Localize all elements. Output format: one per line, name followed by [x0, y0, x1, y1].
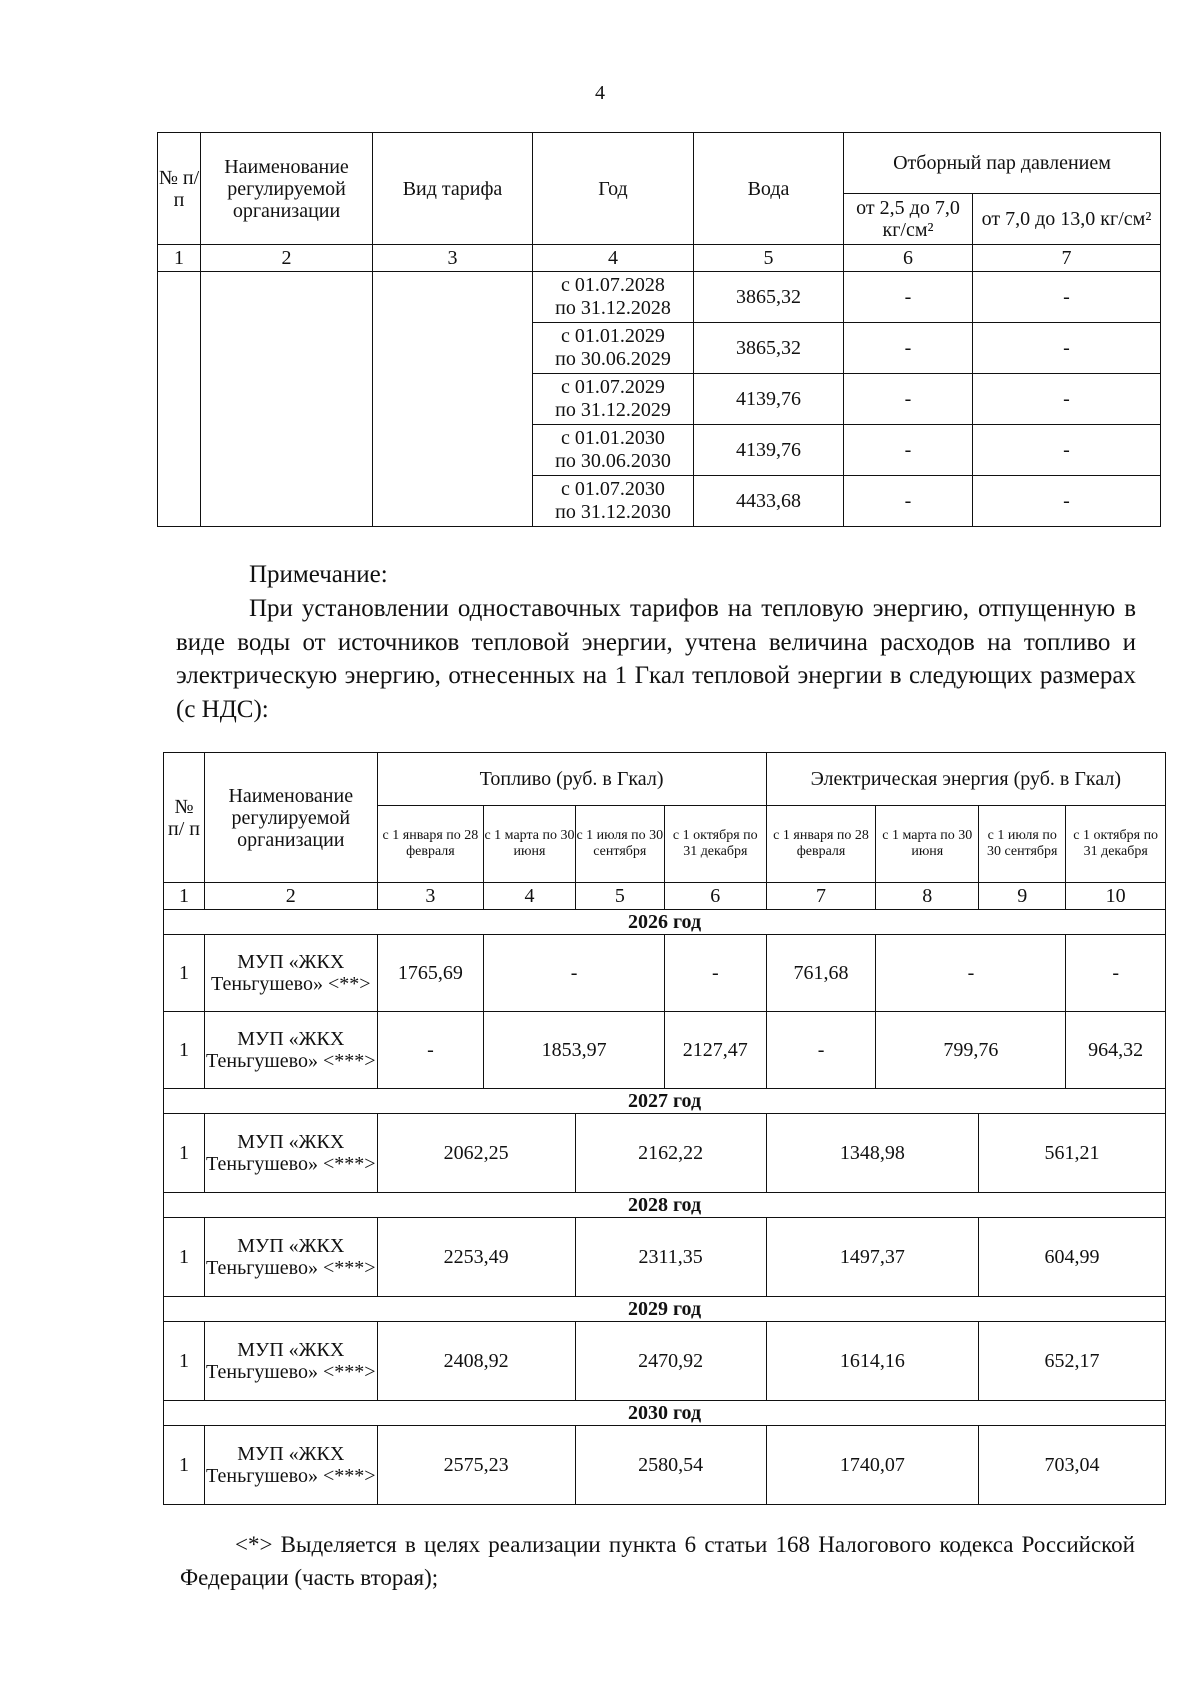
period-cell: с 01.01.2030 по 30.06.2030 — [533, 425, 694, 476]
steam-low-value: - — [844, 323, 973, 374]
col-number: 1 — [164, 883, 205, 910]
fuel-value: 2162,22 — [575, 1114, 766, 1193]
period-cell: с 01.07.2028 по 31.12.2028 — [533, 272, 694, 323]
header-num: № п/п — [158, 133, 201, 245]
fuel-electric-table — [163, 752, 1166, 1505]
footnote: <*> Выделяется в целях реализации пункта 6 статьи 168 Налогового кодекса Российской Федерации (часть вторая); — [180, 1532, 1135, 1591]
row-num: 1 — [164, 1114, 205, 1193]
col-number: 9 — [979, 883, 1066, 910]
note-text: При установлении одноставочных тарифов на тепловую энергию, отпущенную в виде воды от источников тепловой энергии, учтена величина расходов на топливо и электрическую энергию, отнесенных на 1 Гкал тепловой энергии в следующих размерах (с НДС): — [176, 594, 1136, 723]
empty-cell — [201, 272, 373, 527]
electric-value: 1740,07 — [766, 1426, 979, 1505]
water-value: 4139,76 — [694, 374, 844, 425]
steam-low-value: - — [844, 272, 973, 323]
page-number: 4 — [595, 82, 605, 104]
steam-low-value: - — [844, 374, 973, 425]
header-fuel: Топливо (руб. в Гкал) — [377, 753, 766, 806]
col-number: 7 — [973, 245, 1161, 272]
electric-value: - — [766, 1012, 876, 1089]
col-number: 6 — [844, 245, 973, 272]
org-name: МУП «ЖКХ Теньгушево» <***> — [205, 1322, 377, 1401]
col-number: 8 — [876, 883, 979, 910]
water-value: 4433,68 — [694, 476, 844, 527]
electric-value: 1348,98 — [766, 1114, 979, 1193]
col-number: 4 — [533, 245, 694, 272]
fuel-value: - — [484, 935, 665, 1012]
header-period-oct-dec: с 1 октября по 31 декабря — [1066, 806, 1166, 883]
electric-value: 561,21 — [979, 1114, 1166, 1193]
fuel-value: - — [377, 1012, 484, 1089]
steam-high-value: - — [973, 425, 1161, 476]
electric-value: 1497,37 — [766, 1218, 979, 1297]
empty-cell — [158, 272, 201, 527]
note-heading: Примечание: — [249, 561, 388, 588]
electric-value: 1614,16 — [766, 1322, 979, 1401]
steam-high-value: - — [973, 272, 1161, 323]
fuel-value: 2408,92 — [377, 1322, 575, 1401]
water-tariff-table — [157, 132, 1161, 527]
electric-value: 604,99 — [979, 1218, 1166, 1297]
year-heading: 2029 год — [164, 1297, 1166, 1322]
header-period-mar-jun: с 1 марта по 30 июня — [876, 806, 979, 883]
note-section — [176, 558, 1136, 727]
header-steam-low: от 2,5 до 7,0 кг/см² — [844, 194, 973, 245]
steam-high-value: - — [973, 323, 1161, 374]
col-number: 2 — [201, 245, 373, 272]
electric-value: - — [1066, 935, 1166, 1012]
col-number: 2 — [205, 883, 377, 910]
col-number: 10 — [1066, 883, 1166, 910]
period-cell: с 01.07.2029 по 31.12.2029 — [533, 374, 694, 425]
electric-value: 703,04 — [979, 1426, 1166, 1505]
fuel-value: - — [664, 935, 766, 1012]
row-num: 1 — [164, 1426, 205, 1505]
empty-cell — [373, 272, 533, 527]
header-org: Наименование регулируемой организации — [201, 133, 373, 245]
row-num: 1 — [164, 935, 205, 1012]
org-name: МУП «ЖКХ Теньгушево» <***> — [205, 1114, 377, 1193]
water-value: 4139,76 — [694, 425, 844, 476]
header-period-jan-feb: с 1 января по 28 февраля — [766, 806, 876, 883]
fuel-value: 2311,35 — [575, 1218, 766, 1297]
fuel-value: 2062,25 — [377, 1114, 575, 1193]
header-steam: Отборный пар давлением — [844, 133, 1161, 194]
col-number: 4 — [484, 883, 575, 910]
year-heading: 2028 год — [164, 1193, 1166, 1218]
col-number: 7 — [766, 883, 876, 910]
fuel-value: 2127,47 — [664, 1012, 766, 1089]
header-period-mar-jun: с 1 марта по 30 июня — [484, 806, 575, 883]
fuel-value: 2470,92 — [575, 1322, 766, 1401]
fuel-value: 2253,49 — [377, 1218, 575, 1297]
col-number: 3 — [373, 245, 533, 272]
org-name: МУП «ЖКХ Теньгушево» <***> — [205, 1218, 377, 1297]
row-num: 1 — [164, 1322, 205, 1401]
electric-value: 799,76 — [876, 1012, 1066, 1089]
steam-high-value: - — [973, 374, 1161, 425]
steam-low-value: - — [844, 476, 973, 527]
org-name: МУП «ЖКХ Теньгушево» <***> — [205, 1426, 377, 1505]
header-year: Год — [533, 133, 694, 245]
electric-value: 761,68 — [766, 935, 876, 1012]
water-value: 3865,32 — [694, 272, 844, 323]
col-number: 6 — [664, 883, 766, 910]
header-steam-high: от 7,0 до 13,0 кг/см² — [973, 194, 1161, 245]
col-number: 3 — [377, 883, 484, 910]
year-heading: 2030 год — [164, 1401, 1166, 1426]
header-org: Наименование регулируемой организации — [205, 753, 377, 883]
row-num: 1 — [164, 1012, 205, 1089]
fuel-value: 1853,97 — [484, 1012, 665, 1089]
electric-value: 964,32 — [1066, 1012, 1166, 1089]
electric-value: - — [876, 935, 1066, 1012]
header-electric: Электрическая энергия (руб. в Гкал) — [766, 753, 1165, 806]
org-name: МУП «ЖКХ Теньгушево» <**> — [205, 935, 377, 1012]
water-value: 3865,32 — [694, 323, 844, 374]
header-water: Вода — [694, 133, 844, 245]
header-period-oct-dec: с 1 октября по 31 декабря — [664, 806, 766, 883]
electric-value: 652,17 — [979, 1322, 1166, 1401]
period-cell: с 01.07.2030 по 31.12.2030 — [533, 476, 694, 527]
header-period-jul-sep: с 1 июля по 30 сентября — [575, 806, 664, 883]
header-period-jan-feb: с 1 января по 28 февраля — [377, 806, 484, 883]
col-number: 5 — [694, 245, 844, 272]
row-num: 1 — [164, 1218, 205, 1297]
col-number: 5 — [575, 883, 664, 910]
year-heading: 2026 год — [164, 910, 1166, 935]
col-number: 1 — [158, 245, 201, 272]
header-period-jul-sep: с 1 июля по 30 сентября — [979, 806, 1066, 883]
steam-high-value: - — [973, 476, 1161, 527]
fuel-value: 2575,23 — [377, 1426, 575, 1505]
header-num: № п/ п — [164, 753, 205, 883]
org-name: МУП «ЖКХ Теньгушево» <***> — [205, 1012, 377, 1089]
fuel-value: 1765,69 — [377, 935, 484, 1012]
steam-low-value: - — [844, 425, 973, 476]
fuel-value: 2580,54 — [575, 1426, 766, 1505]
period-cell: с 01.01.2029 по 30.06.2029 — [533, 323, 694, 374]
header-tariff-type: Вид тарифа — [373, 133, 533, 245]
year-heading: 2027 год — [164, 1089, 1166, 1114]
